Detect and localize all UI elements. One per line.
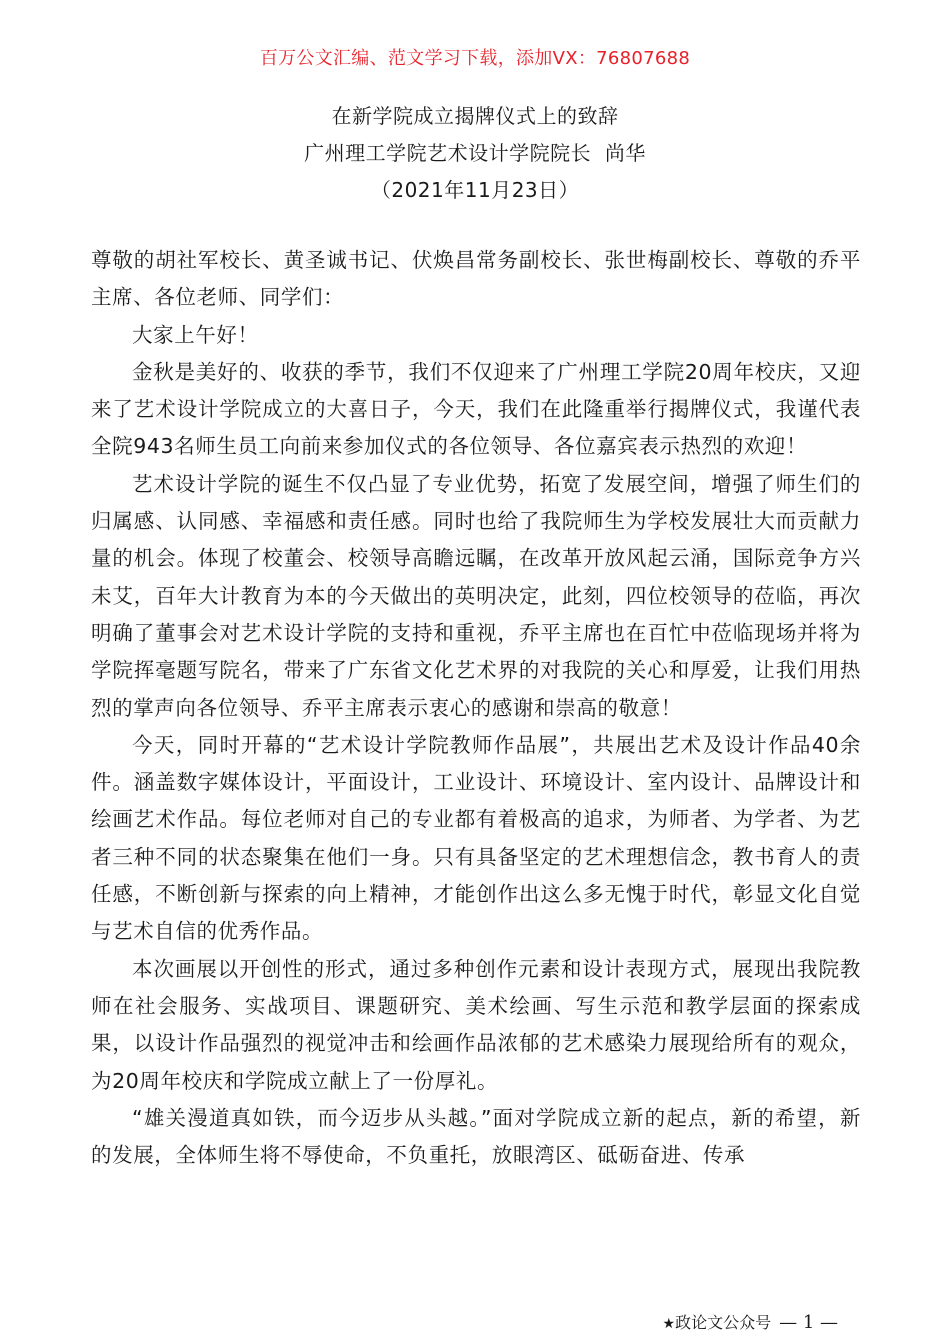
- paragraph-achievements: 本次画展以开创性的形式，通过多种创作元素和设计表现方式，展现出我院教师在社会服务、实战项目、课题研究、美术绘画、写生示范和教学层面的探索成果，以设计作品强烈的视觉冲击和绘画作品浓郁的艺术感染力展现给所有的观众，为20周年校庆和学院成立献上了一份厚礼。: [91, 956, 861, 1093]
- document-header: [0, 98, 950, 209]
- document-title: 在新学院成立揭牌仪式上的致辞: [331, 104, 619, 128]
- document-author: 广州理工学院艺术设计学院院长 尚华: [304, 141, 646, 165]
- page-footer: [663, 1311, 838, 1336]
- paragraph-closing: “雄关漫道真如铁，而今迈步从头越。”面对学院成立新的起点，新的希望，新的发展，全体师生将不辱使命，不负重托，放眼湾区、砥砺奋进、传承: [91, 1105, 861, 1168]
- paragraph-greeting: 大家上午好！: [132, 322, 259, 347]
- star-icon: ★: [662, 1316, 676, 1332]
- document-date: （2021年11月23日）: [370, 178, 580, 202]
- paragraph-exhibition: 今天，同时开幕的“艺术设计学院教师作品展”，共展出艺术及设计作品40余件。涵盖数字媒体设计，平面设计，工业设计、环境设计、室内设计、品牌设计和绘画艺术作品。每位老师对自己的专业都有着极高的追求，为师者、为学者、为艺者三种不同的状态聚集在他们一身。只有具备坚定的艺术理想信念，教书育人的责任感，不断创新与探索的向上精神，才能创作出这么多无愧于时代，彰显文化自觉与艺术自信的优秀作品。: [91, 732, 861, 944]
- salutation: 尊敬的胡社军校长、黄圣诚书记、伏焕昌常务副校长、张世梅副校长、尊敬的乔平主席、各位老师、同学们：: [91, 248, 861, 310]
- document-body: [91, 242, 861, 1174]
- page-number: — 1 —: [779, 1312, 838, 1333]
- paragraph-founding: 艺术设计学院的诞生不仅凸显了专业优势，拓宽了发展空间，增强了师生们的归属感、认同感、幸福感和责任感。同时也给了我院师生为学校发展壮大而贡献力量的机会。体现了校董会、校领导高瞻远瞩，在改革开放风起云涌，国际竞争方兴未艾，百年大计教育为本的今天做出的英明决定，此刻，四位校领导的莅临，再次明确了董事会对艺术设计学院的支持和重视，乔平主席也在百忙中莅临现场并将为学院挥毫题写院名，带来了广东省文化艺术界的对我院的关心和厚爱，让我们用热烈的掌声向各位领导、乔平主席表示衷心的感谢和崇高的敬意！: [91, 471, 861, 720]
- footer-source: 政论文公众号: [675, 1313, 772, 1332]
- paragraph-welcome: 金秋是美好的、收获的季节，我们不仅迎来了广州理工学院20周年校庆，又迎来了艺术设计学院成立的大喜日子，今天，我们在此隆重举行揭牌仪式，我谨代表全院943名师生员工向前来参加仪式的各位领导、各位嘉宾表示热烈的欢迎！: [91, 359, 861, 459]
- watermark-banner: 百万公文汇编、范文学习下载，添加VX：76807688: [259, 48, 691, 69]
